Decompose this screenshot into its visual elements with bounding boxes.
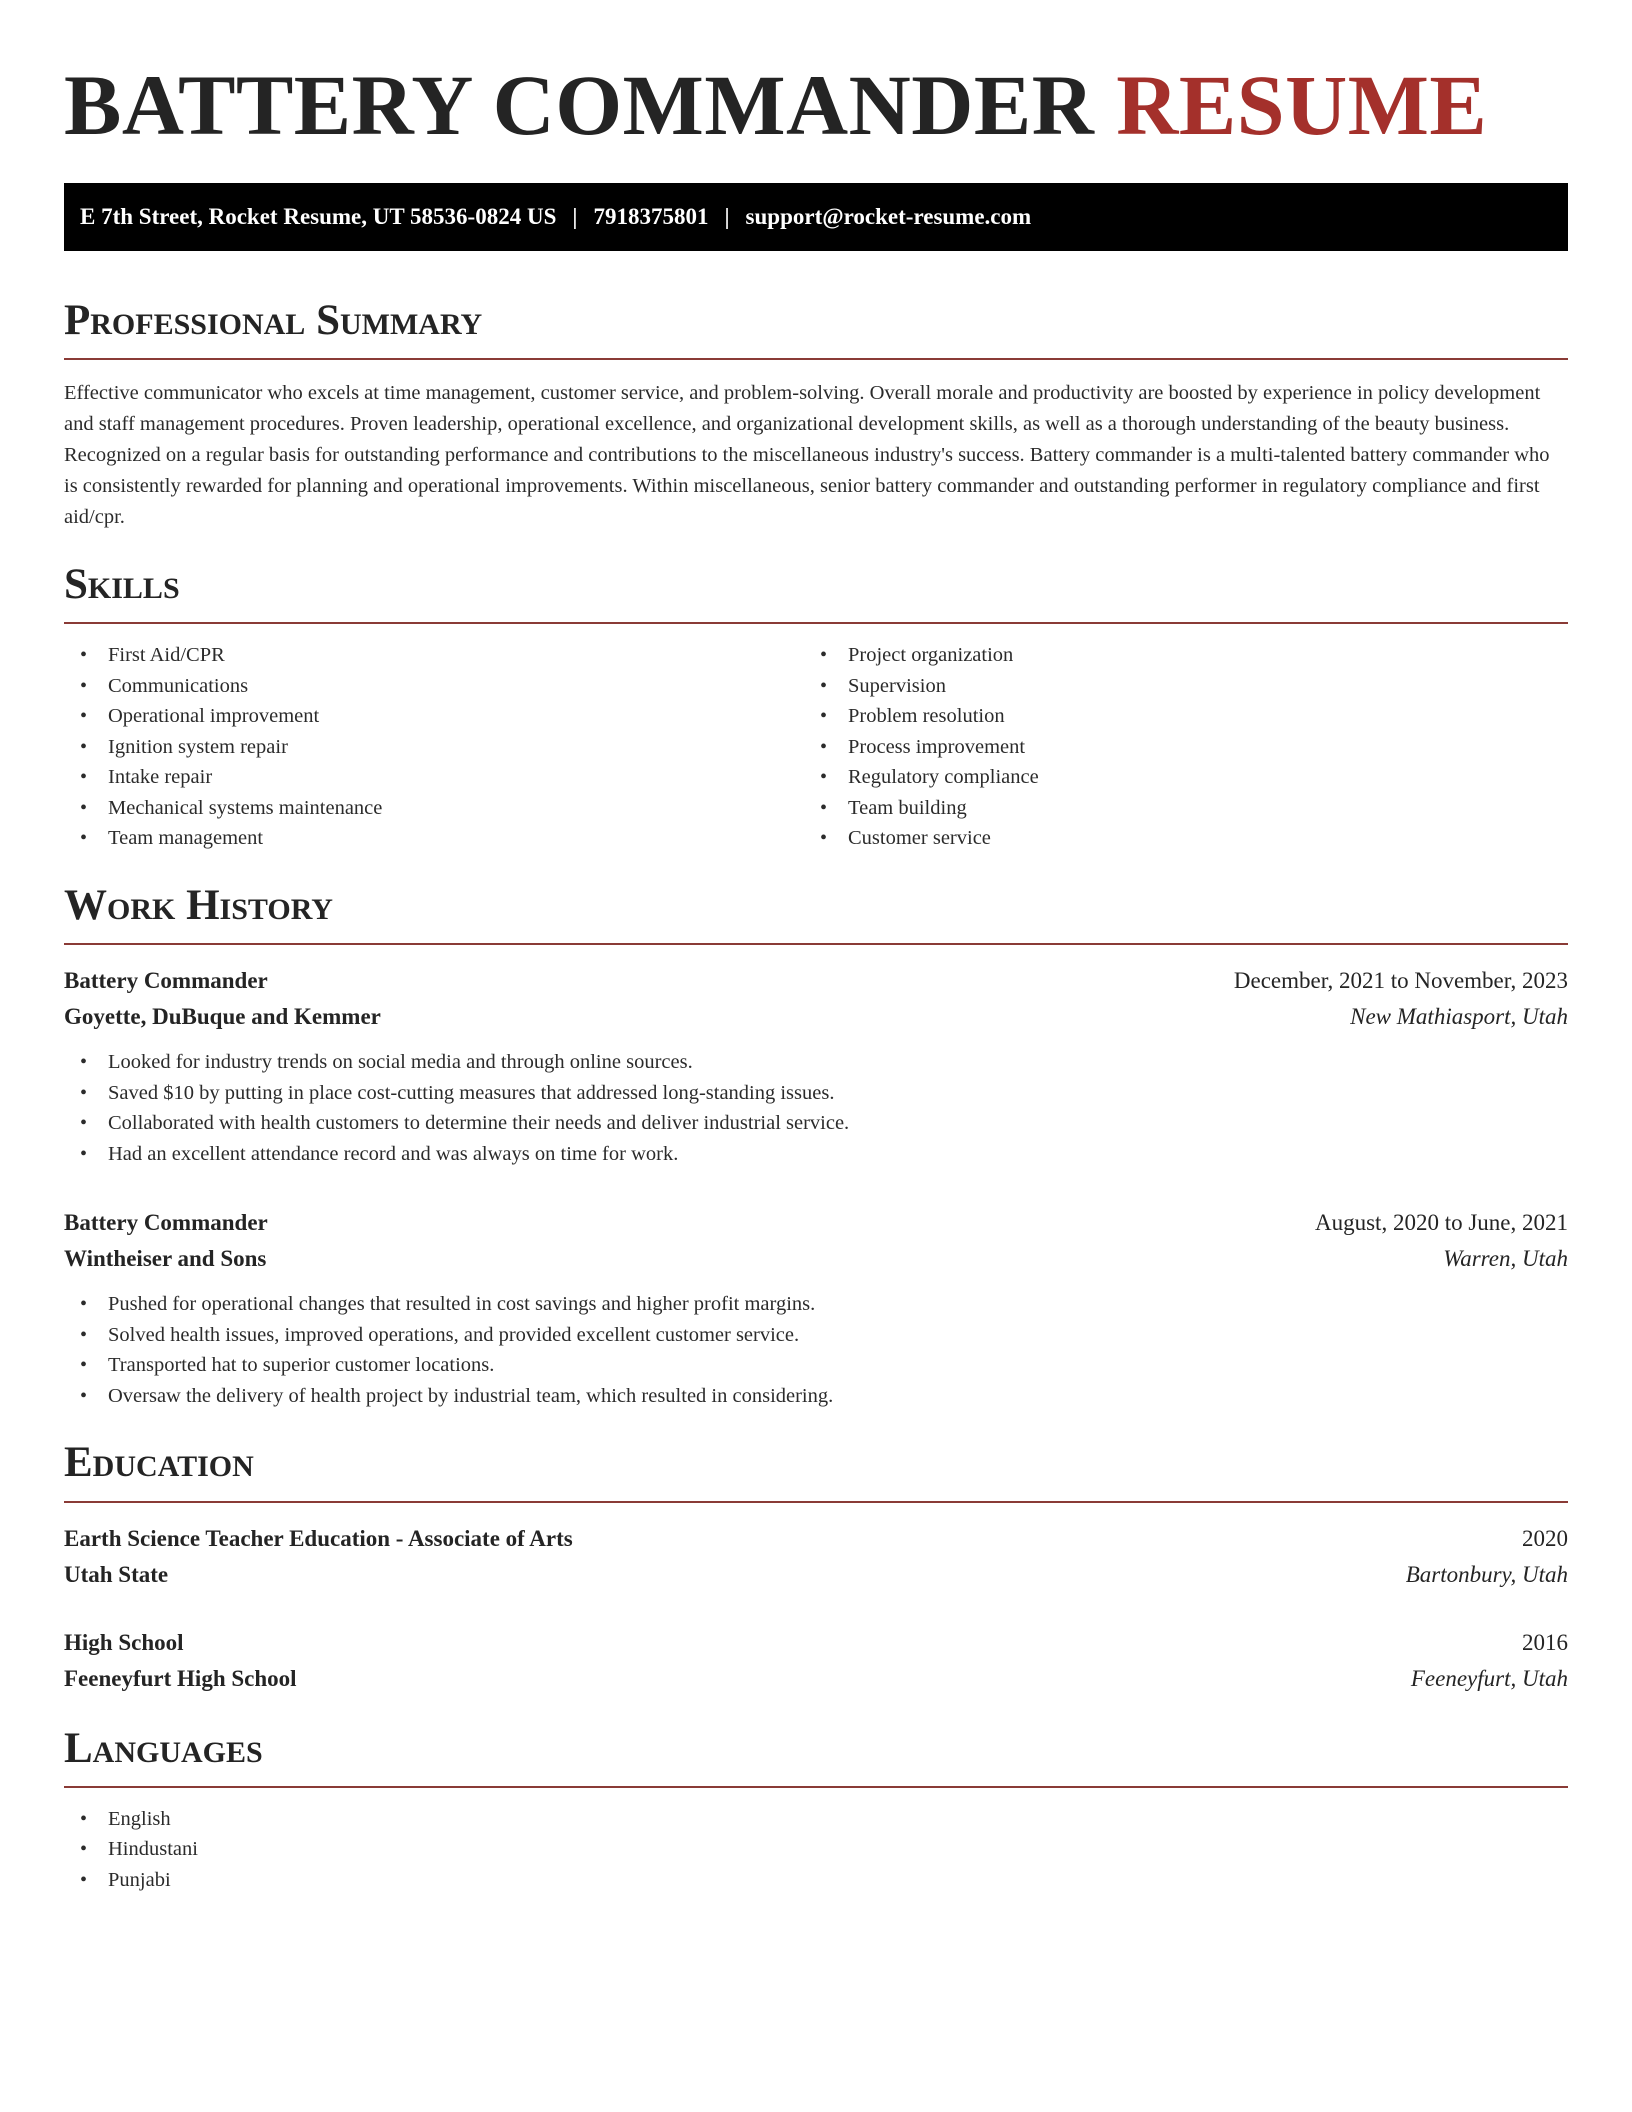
education-year: 2020: [1522, 1525, 1568, 1551]
job-bullet: • Transported hat to superior customer locations.: [64, 1350, 1568, 1381]
education-section: [64, 1439, 1568, 1696]
skill-item: • Intake repair: [64, 762, 804, 793]
education-location: Feeneyfurt, Utah: [1410, 1665, 1568, 1691]
job-company: Wintheiser and Sons: [64, 1246, 267, 1272]
job-title: Battery Commander: [64, 1210, 268, 1236]
education-entry: [64, 1625, 1568, 1697]
summary-text: Effective communicator who excels at time management, customer service, and problem-solving. Overall morale and productivity are boosted by experience in policy development and staff management procedures. Proven leadership, operational excellence, and organizational development skills, as well as a thorough understanding of the beauty business. Recognized on a regular basis for outstanding performance and contributions to the miscellaneous industry's success. Battery commander is a multi-talented battery commander who is consistently rewarded for planning and operational improvements. Within miscellaneous, senior battery commander and outstanding performer in regulatory compliance and first aid/cpr.: [64, 382, 1550, 529]
resume-title: [64, 56, 1568, 155]
education-degree-row: [64, 1521, 1568, 1557]
job-company-row: [64, 1241, 1568, 1277]
job-bullet: • Pushed for operational changes that resulted in cost savings and higher profit margins.: [64, 1289, 1568, 1320]
skill-item: • Supervision: [804, 671, 1544, 702]
skill-item: • Regulatory compliance: [804, 762, 1544, 793]
section-heading: Skills: [64, 561, 1568, 624]
skills-list-left: [64, 640, 804, 854]
skill-item: • Problem resolution: [804, 701, 1544, 732]
section-heading: Languages: [64, 1725, 1568, 1788]
job-bullet: • Collaborated with health customers to determine their needs and deliver industrial service.: [64, 1108, 1568, 1139]
language-item: • Punjabi: [64, 1865, 1568, 1896]
job-bullet: • Looked for industry trends on social media and through online sources.: [64, 1047, 1568, 1078]
skill-item: • Communications: [64, 671, 804, 702]
skill-item: • First Aid/CPR: [64, 640, 804, 671]
education-degree: High School: [64, 1629, 184, 1655]
job-bullet: • Oversaw the delivery of health project by industrial team, which resulted in considering.: [64, 1381, 1568, 1412]
job-bullets: [64, 1289, 1568, 1411]
education-location: Bartonbury, Utah: [1405, 1561, 1568, 1587]
title-main: BATTERY COMMANDER: [64, 57, 1095, 153]
education-school-row: [64, 1557, 1568, 1593]
contact-bar: [64, 183, 1568, 251]
skill-item: • Mechanical systems maintenance: [64, 793, 804, 824]
languages-list: [64, 1804, 1568, 1896]
job-bullet: • Solved health issues, improved operations, and provided excellent customer service.: [64, 1320, 1568, 1351]
job-bullet: • Saved $10 by putting in place cost-cutting measures that addressed long-standing issues.: [64, 1078, 1568, 1109]
skill-item: • Process improvement: [804, 732, 1544, 763]
education-school: Utah State: [64, 1561, 169, 1587]
skill-item: • Ignition system repair: [64, 732, 804, 763]
summary-section: [64, 297, 1568, 533]
job-bullet: • Had an excellent attendance record and was always on time for work.: [64, 1139, 1568, 1170]
job-entry: [64, 963, 1568, 1169]
skill-item: • Team management: [64, 823, 804, 854]
job-bullets: [64, 1047, 1568, 1169]
skill-item: • Team building: [804, 793, 1544, 824]
skill-item: • Operational improvement: [64, 701, 804, 732]
job-entry: [64, 1205, 1568, 1411]
work-history-section: [64, 882, 1568, 1411]
job-company: Goyette, DuBuque and Kemmer: [64, 1004, 381, 1030]
education-year: 2016: [1522, 1629, 1568, 1655]
job-company-row: [64, 999, 1568, 1035]
contact-phone: 7918375801: [593, 203, 709, 229]
skills-column-right: [804, 640, 1544, 854]
job-header-row: [64, 1205, 1568, 1241]
job-header-row: [64, 963, 1568, 999]
education-degree-row: [64, 1625, 1568, 1661]
title-accent: RESUME: [1116, 57, 1488, 153]
section-heading: Professional Summary: [64, 297, 1568, 360]
job-title: Battery Commander: [64, 968, 268, 994]
education-entry: [64, 1521, 1568, 1593]
job-location: New Mathiasport, Utah: [1350, 1004, 1568, 1030]
skills-grid: [64, 640, 1568, 854]
contact-separator: |: [724, 203, 730, 229]
education-degree: Earth Science Teacher Education - Associate of Arts: [64, 1525, 573, 1551]
job-location: Warren, Utah: [1443, 1246, 1568, 1272]
skills-section: [64, 561, 1568, 854]
language-item: • Hindustani: [64, 1834, 1568, 1865]
skills-list-right: [804, 640, 1544, 854]
education-school: Feeneyfurt High School: [64, 1665, 297, 1691]
contact-address: E 7th Street, Rocket Resume, UT 58536-0824 US: [80, 203, 557, 229]
language-item: • English: [64, 1804, 1568, 1835]
skill-item: • Customer service: [804, 823, 1544, 854]
contact-email: support@rocket-resume.com: [745, 203, 1032, 229]
education-school-row: [64, 1661, 1568, 1697]
section-heading: Work History: [64, 882, 1568, 945]
skill-item: • Project organization: [804, 640, 1544, 671]
job-dates: December, 2021 to November, 2023: [1233, 968, 1568, 994]
languages-section: [64, 1725, 1568, 1896]
job-dates: August, 2020 to June, 2021: [1315, 1210, 1568, 1236]
section-heading: Education: [64, 1439, 1568, 1502]
skills-column-left: [64, 640, 804, 854]
contact-separator: |: [572, 203, 578, 229]
